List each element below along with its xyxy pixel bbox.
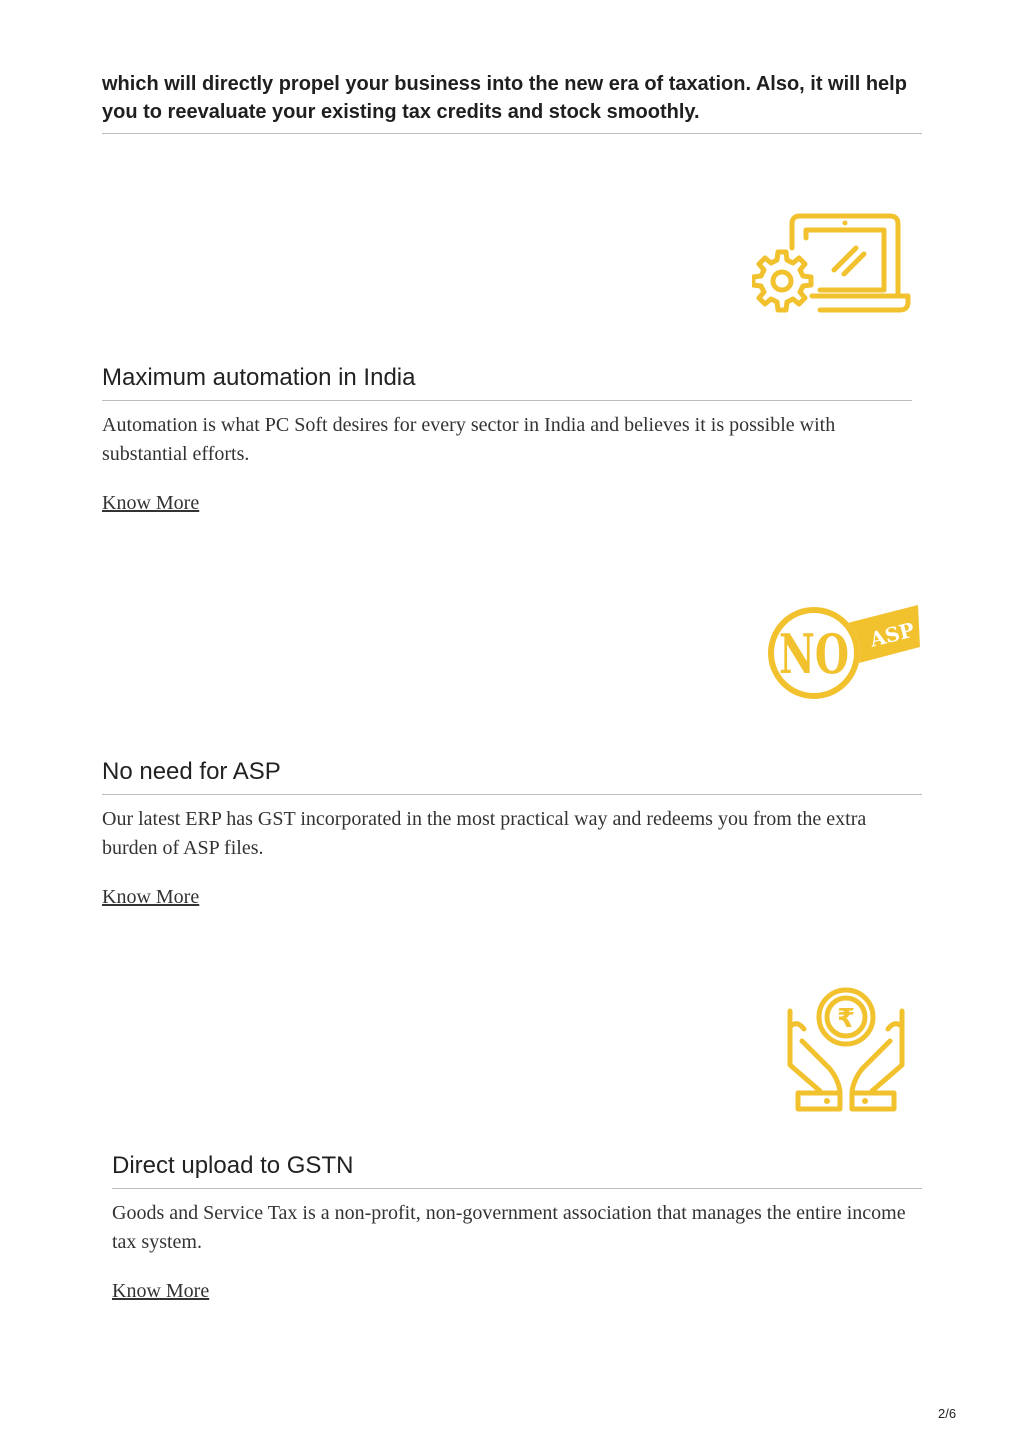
asp-banner-text: ASP — [867, 617, 917, 652]
know-more-link[interactable]: Know More — [112, 1280, 210, 1302]
feature-title-gstn: Direct upload to GSTN — [112, 1152, 354, 1179]
feature-title-no-asp: No need for ASP — [102, 758, 281, 785]
feature-divider — [102, 400, 912, 401]
know-more-link[interactable]: Know More — [102, 492, 200, 514]
intro-text: which will directly propel your business into the new era of taxation. Also, it will help you to reevaluate your existing tax credits and stock smoothly. — [102, 73, 907, 123]
feature-title-automation: Maximum automation in India — [102, 364, 416, 391]
feature-description: Automation is what PC Soft desires for every sector in India and believes it is possible with substantial efforts. — [102, 414, 836, 465]
feature-divider — [112, 1188, 922, 1189]
feature-divider — [102, 794, 922, 795]
computer-gear-icon — [752, 210, 914, 320]
intro-divider — [102, 133, 922, 134]
no-asp-badge-icon — [766, 603, 924, 703]
know-more-link[interactable]: Know More — [102, 886, 200, 908]
page-number: 2/6 — [938, 1406, 957, 1421]
feature-description: Goods and Service Tax is a non-profit, non-government association that manages the entire income tax system. — [112, 1202, 906, 1253]
feature-description: Our latest ERP has GST incorporated in the most practical way and redeems you from the extra burden of ASP files. — [102, 808, 867, 859]
rupee-symbol: ₹ — [836, 1004, 856, 1034]
no-badge-text: NO — [779, 622, 849, 686]
hands-rupee-icon — [784, 985, 908, 1115]
